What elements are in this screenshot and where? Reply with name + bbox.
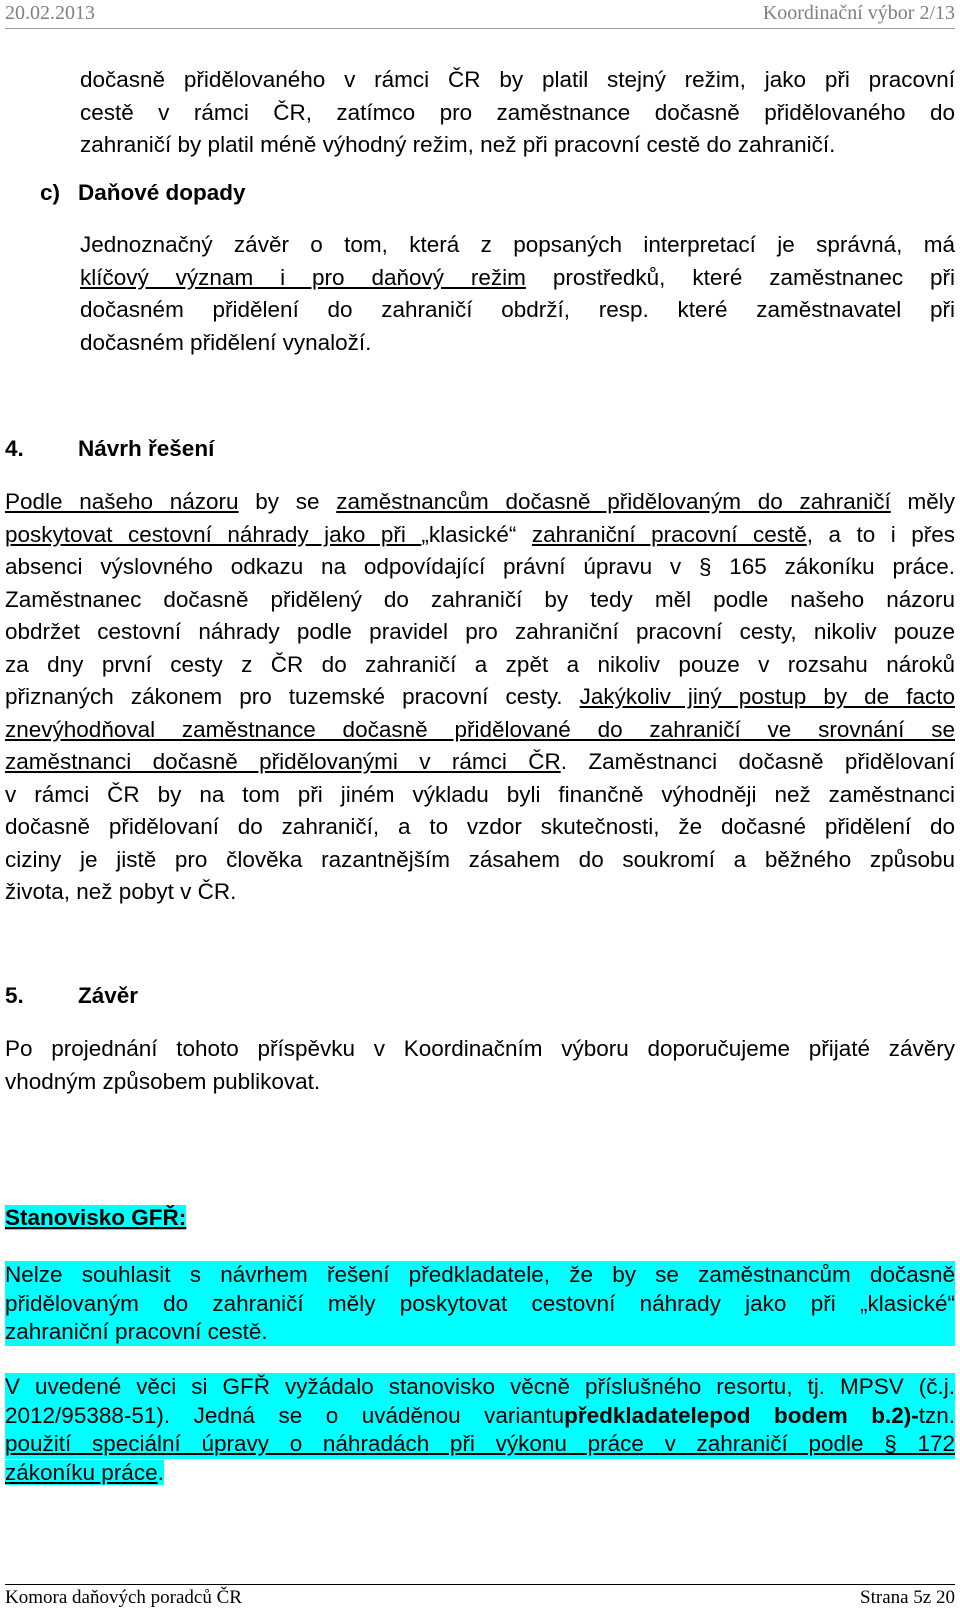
stanovisko-line: zákoníku práce. — [5, 1459, 164, 1485]
section-4-title: Návrh řešení — [78, 436, 215, 461]
section-c-paragraph — [80, 229, 955, 359]
stanovisko-line: použití speciální úpravy o náhradách při výkonu práce v zahraničí podle § 172 — [5, 1430, 955, 1459]
section-4-line: za dny první cesty z ČR do zahraničí a zpět a nikoliv pouze v rozsahu nároků — [5, 651, 955, 677]
intro-line: cestě v rámci ČR, zatímco pro zaměstnance dočasně přidělovaného do — [80, 99, 955, 125]
section-c-line: Jednoznačný závěr o tom, která z popsaných interpretací je správná, má — [80, 232, 955, 257]
section-4-line: dočasně přidělovaní do zahraničí, a to vzdor skutečnosti, že dočasné přidělení do — [5, 814, 955, 839]
section-4-line: poskytovat cestovní náhrady jako při „klasické“ zahraniční pracovní cestě, a to i přes — [5, 521, 955, 547]
header-date: 20.02.2013 — [5, 2, 95, 24]
section-5-number: 5. — [5, 983, 24, 1008]
stanovisko-line: V uvedené věci si GFŘ vyžádalo stanovisko věcně příslušného resortu, tj. MPSV (č.j. — [5, 1373, 955, 1402]
stanovisko-paragraph-2 — [5, 1373, 955, 1487]
section-4-line: v rámci ČR by na tom při jiném výkladu byli finančně výhodněji než zaměstnanci — [5, 781, 955, 807]
stanovisko-line: Nelze souhlasit s návrhem řešení předkladatele, že by se zaměstnancům dočasně — [5, 1262, 955, 1287]
section-4-heading — [5, 434, 955, 464]
section-5-title: Závěr — [78, 983, 139, 1008]
section-c-heading — [40, 178, 840, 208]
section-4-line: Podle našeho názoru by se zaměstnancům dočasně přidělovaným do zahraničí měly — [5, 489, 955, 514]
page-footer — [5, 1587, 955, 1609]
section-4-number: 4. — [5, 436, 24, 461]
section-4-line: Zaměstnanec dočasně přidělený do zahraničí by tedy měl podle našeho názoru — [5, 586, 955, 612]
section-5-paragraph — [5, 1033, 955, 1098]
footer-page-number: Strana 5z 20 — [860, 1587, 955, 1608]
section-c-title: Daňové dopady — [78, 180, 246, 205]
stanovisko-line: přidělovaným do zahraničí měly poskytovat cestovní náhrady jako při „klasické“ — [5, 1290, 955, 1316]
stanovisko-heading — [5, 1203, 955, 1233]
section-4-line: znevýhodňoval zaměstnance dočasně přidělované do zahraničí ve srovnání se — [5, 716, 955, 742]
intro-line: zahraničí by platil méně výhodný režim, než při pracovní cestě do zahraničí. — [80, 132, 836, 157]
section-5-heading — [5, 981, 955, 1011]
section-c-label: c) — [40, 180, 61, 205]
section-4-paragraph — [5, 486, 955, 909]
page-header — [5, 2, 955, 24]
footer-organization: Komora daňových poradců ČR — [5, 1587, 242, 1608]
section-4-line: ciziny je jistě pro člověka razantnějším zásahem do soukromí a běžného způsobu — [5, 846, 955, 872]
section-4-line: absenci výslovného odkazu na odpovídající právní úpravu v § 165 zákoníku práce. — [5, 554, 955, 579]
section-4-line: obdržet cestovní náhrady podle pravidel pro zahraniční pracovní cesty, nikoliv pouze — [5, 619, 955, 644]
stanovisko-line: 2012/95388-51). Jedná se o uváděnou variantupředkladatelepod bodem b.2)-tzn. — [5, 1402, 955, 1431]
section-5-line: vhodným způsobem publikovat. — [5, 1068, 321, 1094]
stanovisko-line: zahraniční pracovní cestě. — [5, 1319, 268, 1344]
section-c-line: klíčový význam i pro daňový režim prostředků, které zaměstnanec při — [80, 264, 956, 290]
section-c-line: dočasném přidělení vynaloží. — [80, 329, 372, 355]
stanovisko-title: Stanovisko GFŘ: — [5, 1205, 187, 1230]
section-5-line: Po projednání tohoto příspěvku v Koordinačním výboru doporučujeme přijaté závěry — [5, 1036, 955, 1061]
stanovisko-paragraph-1 — [5, 1261, 955, 1346]
section-4-line: zaměstnanci dočasně přidělovanými v rámci ČR. Zaměstnanci dočasně přidělovaní — [5, 749, 955, 774]
section-4-line: života, než pobyt v ČR. — [5, 879, 237, 904]
underlined-text: klíčový význam i pro daňový režim — [80, 264, 526, 290]
header-divider — [5, 28, 955, 29]
footer-divider — [5, 1584, 955, 1585]
header-title: Koordinační výbor 2/13 — [762, 2, 955, 24]
intro-paragraph — [80, 64, 955, 162]
section-c-line: dočasném přidělení do zahraničí obdrží, resp. které zaměstnavatel při — [80, 297, 955, 322]
intro-line: dočasně přidělovaného v rámci ČR by platil stejný režim, jako při pracovní — [80, 67, 955, 92]
section-4-line: přiznaných zákonem pro tuzemské pracovní cesty. Jakýkoliv jiný postup by de facto — [5, 684, 955, 709]
